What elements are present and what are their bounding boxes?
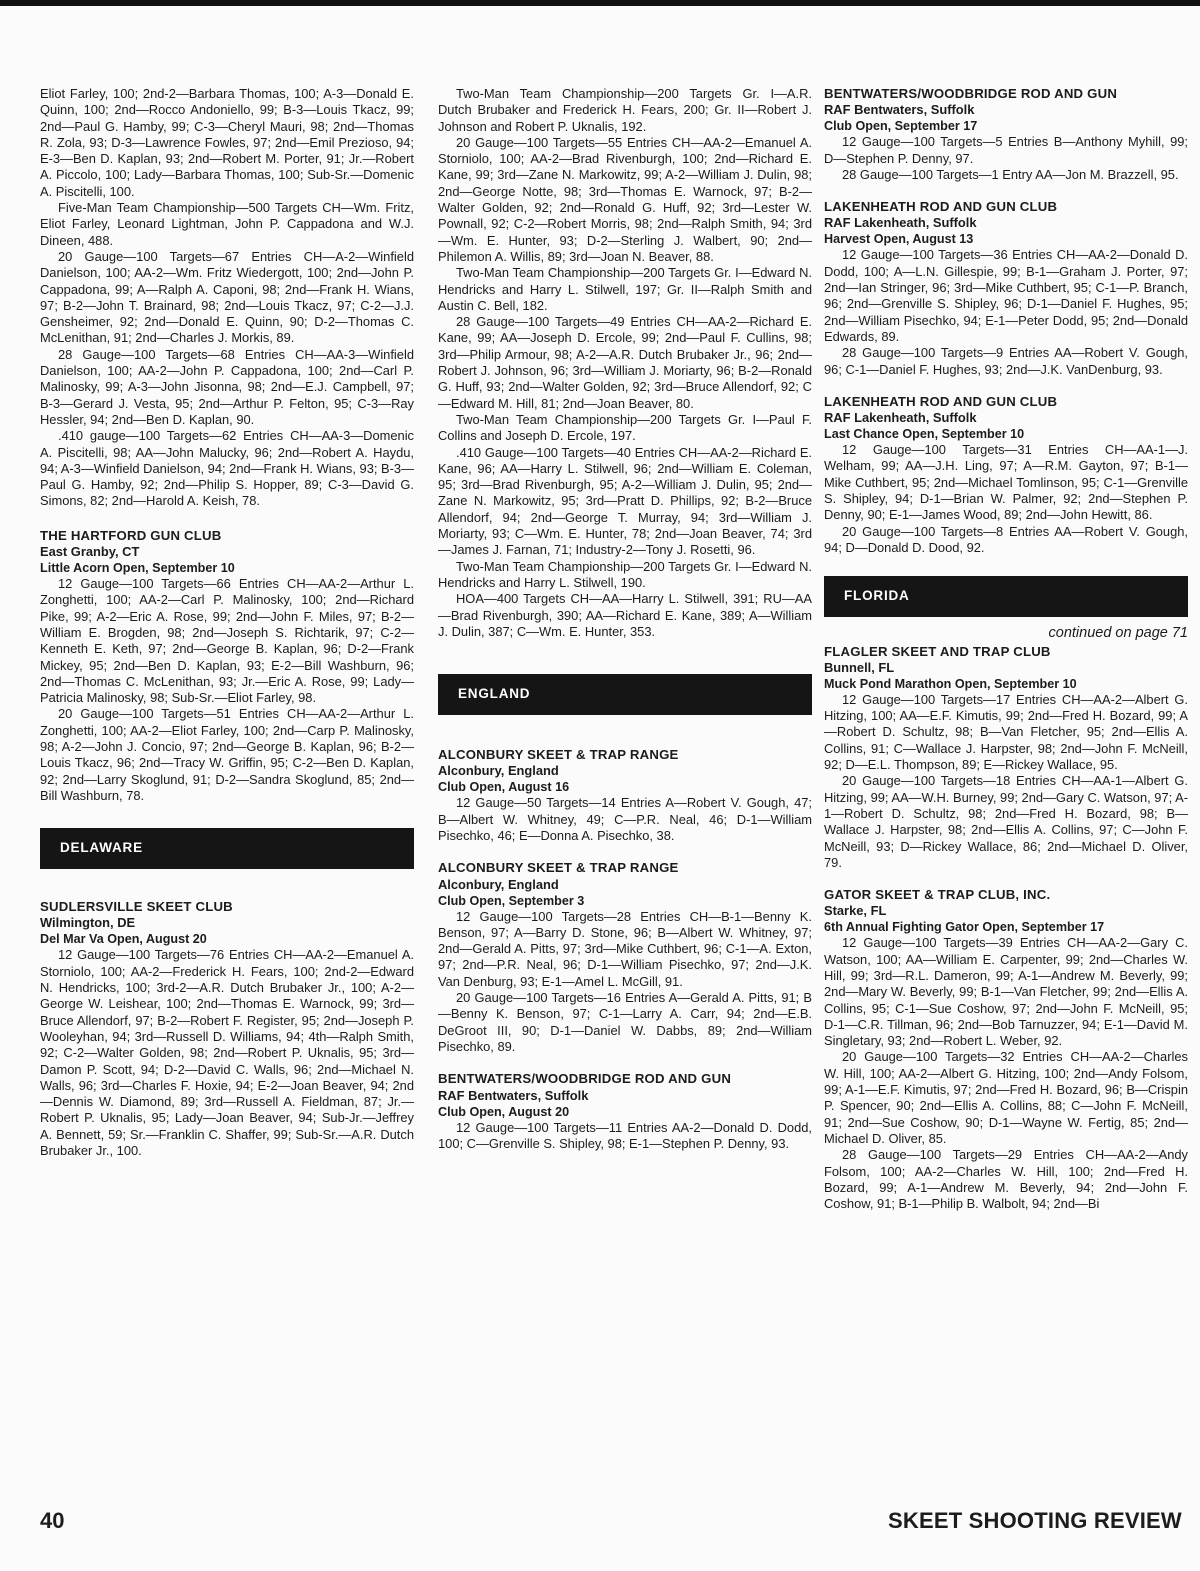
- club-section: [824, 86, 1188, 183]
- event-title: Little Acorn Open, September 10: [40, 561, 235, 576]
- state-banner-delaware: DELAWARE: [40, 828, 414, 869]
- club-name: BENTWATERS/WOODBRIDGE ROD AND GUN: [438, 1071, 732, 1087]
- club-name: GATOR SKEET & TRAP CLUB, INC.: [824, 887, 1051, 903]
- results-paragraph: 28 Gauge—100 Targets—1 Entry AA—Jon M. Brazzell, 95.: [842, 166, 1179, 182]
- club-name: BENTWATERS/WOODBRIDGE ROD AND GUN: [824, 86, 1118, 101]
- results-paragraph: 20 Gauge—100 Targets—18 Entries CH—AA-1—Albert G. Hitzing, 99; AA—W.H. Burney, 99; 2nd—Gary C. Watson, 97; A-1—Robert D. Schultz, 98; 2nd—Fred H. Bozard, 98; B—Wallace J. Harpster, 98; 2nd—Ellis A. Collins, 97; C—John F. McNeill, 93; D—Rickey Wallace, 86; 2nd—Michael D. Oliver, 79.: [824, 773, 1188, 870]
- club-location: Alconbury, England: [438, 876, 559, 892]
- results-paragraph: 20 Gauge—100 Targets—67 Entries CH—A-2—Winfield Danielson, 100; AA-2—Wm. Fritz Wiedergott, 100; 2nd—John P. Cappadona, 99; A—Ralph A. Caponi, 98; 2nd—Frank H. Wians, 97; B-2—John T. Brainard, 98; 2nd—Louis Tkacz, 97; C-2—J.J. Gensheimer, 92; 2nd—Donald E. Quinn, 90; D-2—Thomas C. McLenithan, 91; 2nd—Charles J. Morkis, 89.: [40, 248, 414, 346]
- results-paragraph: 20 Gauge—100 Targets—51 Entries CH—AA-2—Arthur L. Zonghetti, 100; AA-2—Eliot Farley, 100; 2nd—Carp P. Malinosky, 98; A-2—John J. Concio, 97; 2nd—George B. Kaplan, 96; B-2—Louis Tkacz, 96; 2nd—Tracy W. Griffin, 95; C-2—Ben D. Kaplan, 92; 2nd—Larry Skoglund, 91; D-2—Sandra Skoglund, 85; 2nd—Bill Washburn, 78.: [40, 706, 414, 803]
- club-section: [824, 394, 1188, 556]
- club-location: Starke, FL: [824, 903, 887, 919]
- results-paragraph: 12 Gauge—100 Targets—17 Entries CH—AA-2—Albert G. Hitzing, 100; AA—E.F. Kimutis, 99; 2nd—Fred H. Bozard, 99; A—Robert D. Schultz, 98; B—Van Fletcher, 95; 2nd—Ellis A. Collins, 91; C—Wallace J. Harpster, 98; 2nd—John F. McNeill, 92; D—E.L. Thompson, 89; E—Rickey Wallace, 95.: [824, 691, 1188, 773]
- event-title: Club Open, September 3: [438, 893, 585, 908]
- club-name: SUDLERSVILLE SKEET CLUB: [40, 899, 233, 915]
- results-paragraph: 20 Gauge—100 Targets—8 Entries AA—Robert V. Gough, 94; D—Donald D. Dood, 92.: [824, 523, 1188, 555]
- results-paragraph: Two-Man Team Championship—200 Targets Gr. I—Edward N. Hendricks and Harry L. Stilwell, 197; Gr. II—Ralph Smith and Austin C. Bell, 182.: [438, 265, 812, 313]
- state-banner-wrap: [40, 828, 414, 869]
- state-banner-wrap: [824, 576, 1188, 617]
- results-paragraph: 20 Gauge—100 Targets—55 Entries CH—AA-2—Emanuel A. Storniolo, 100; AA-2—Brad Rivenburgh, 100; 2nd—Richard E. Kane, 99; 3rd—Zane N. Markowitz, 99; A-2—William J. Dulin, 98; 2nd—George Notte, 98; 3rd—Thomas E. Warnock, 97; B-2—Walter Golden, 92; 2nd—Ronald G. Huff, 92; 3rd—Lester W. Pownall, 92; C-2—Robert Morris, 98; 2nd—Ralph Smith, 94; 3rd—Wm. E. Hunter, 93; D-2—Sterling J. Walbert, 90; 2nd—Philemon A. Willis, 89; 3rd—Joan N. Beaver, 88.: [438, 134, 812, 264]
- results-paragraph: Two-Man Team Championship—200 Targets Gr. I—Paul F. Collins and Joseph D. Ercole, 197.: [438, 411, 812, 444]
- event-title: 6th Annual Fighting Gator Open, September 17: [824, 920, 1105, 935]
- event-title: Club Open, August 16: [438, 780, 570, 795]
- results-paragraph: 12 Gauge—100 Targets—36 Entries CH—AA-2—Donald D. Dodd, 100; A—L.N. Gillespie, 99; B-1—Graham J. Porter, 97; 2nd—Ian Stringer, 96; 3rd—Mike Cuthbert, 95; C-1—P. Branch, 96; 2nd—Grenville S. Shipley, 96; D-1—Daniel F. Hughes, 95; 2nd—William Pisechko, 94; E-1—Peter Dodd, 95; 2nd—Donald Edwards, 89.: [824, 247, 1188, 344]
- column-middle: [438, 86, 812, 1152]
- club-section: [438, 1071, 812, 1152]
- state-banner-england: ENGLAND: [438, 674, 812, 715]
- club-location: Alconbury, England: [438, 763, 559, 779]
- results-paragraph: Two-Man Team Championship—200 Targets Gr. I—Edward N. Hendricks and Harry L. Stilwell, 190.: [438, 558, 812, 590]
- club-section: [40, 899, 414, 1159]
- club-section: [824, 887, 1188, 1212]
- event-title: Club Open, August 20: [438, 1104, 570, 1119]
- club-section: [824, 199, 1188, 378]
- club-location: RAF Lakenheath, Suffolk: [824, 410, 977, 426]
- magazine-title: SKEET SHOOTING REVIEW: [888, 1508, 1182, 1533]
- club-location: RAF Bentwaters, Suffolk: [438, 1087, 589, 1103]
- results-paragraph: 28 Gauge—100 Targets—9 Entries AA—Robert V. Gough, 96; C-1—Daniel F. Hughes, 93; 2nd—J.K. VanDenburg, 93.: [824, 345, 1188, 377]
- results-paragraph: Two-Man Team Championship—200 Targets Gr. I—A.R. Dutch Brubaker and Frederick H. Fears, 200; Gr. II—Robert J. Johnson and Robert P. Uknalis, 192.: [438, 86, 812, 134]
- continued-note: continued on page 71: [1048, 625, 1188, 642]
- club-section: [824, 644, 1188, 872]
- results-paragraph: 12 Gauge—100 Targets—31 Entries CH—AA-1—J. Welham, 99; AA—J.H. Ling, 97; A—R.M. Gayton, 97; B-1—Mike Cuthbert, 95; 2nd—Michael Tomlinson, 95; C-1—Grenville S. Shipley, 94; D-1—Brian W. Palmer, 92; 2nd—Stephen P. Denny, 90; E-1—James Wood, 89; 2nd—John Hewitt, 86.: [824, 442, 1188, 523]
- top-rule: [0, 0, 1200, 6]
- results-paragraph: 28 Gauge—100 Targets—49 Entries CH—AA-2—Richard E. Kane, 99; AA—Joseph D. Ercole, 99; 2nd—Paul F. Cullins, 98; 3rd—Philip Armour, 98; A-2—A.R. Dutch Brubaker Jr., 96; 2nd—Robert J. Johnson, 96; 3rd—William J. Moriarty, 96; B-2—Ronald G. Huff, 93; 2nd—Walter Golden, 92; 3rd—Bruce Allendorf, 92; C—Edward M. Hill, 81; 2nd—Joan Beaver, 80.: [438, 314, 812, 411]
- results-paragraph: 28 Gauge—100 Targets—29 Entries CH—AA-2—Andy Folsom, 100; AA-2—Charles W. Hill, 100; 2nd—Fred H. Bozard, 99; A-1—Andrew M. Beverly, 94; 2nd—John F. Coshow, 91; B-1—Philip B. Walbolt, 94; 2nd—Bi: [824, 1147, 1188, 1212]
- results-paragraph: 12 Gauge—100 Targets—66 Entries CH—AA-2—Arthur L. Zonghetti, 100; AA-2—Carl P. Malinosky, 100; 2nd—Richard Pike, 99; A-2—Eric A. Rose, 99; 2nd—John F. Miles, 97; B-2—William E. Brogden, 98; 2nd—Joseph S. Richtarik, 97; C-2—Kenneth E. Keth, 97; 2nd—George B. Kaplan, 96; D-2—Frank Mickey, 95; 2nd—Ben D. Kaplan, 93; E-2—Bill Washburn, 96; 2nd—Thomas C. McLenithan, 93; Jr.—Eric A. Rose, 99; Lady—Patricia Malinosky, 98; Sub-Sr.—Eliot Farley, 98.: [40, 576, 414, 706]
- results-paragraph: Eliot Farley, 100; 2nd-2—Barbara Thomas, 100; A-3—Donald E. Quinn, 100; 2nd—Rocco Andoniello, 99; B-3—Louis Tkacz, 99; 2nd—Paul G. Hamby, 99; C-3—Cheryl Mauri, 98; 2nd—Thomas R. Zola, 93; D-3—Lawrence Fowles, 97; 2nd—Emil Prezioso, 94; E-3—Ben D. Kaplan, 93; 2nd—Robert M. Porter, 91; Jr.—Robert A. Piccolo, 100; Lady—Barbara Thomas, 100; Sub-Sr.—Domenic A. Piscitelli, 100.: [40, 86, 414, 199]
- club-section: [438, 747, 812, 844]
- state-banner-florida: FLORIDA: [824, 576, 1188, 617]
- event-title: Club Open, September 17: [824, 119, 978, 134]
- club-location: RAF Bentwaters, Suffolk: [824, 102, 975, 118]
- results-paragraph: 12 Gauge—100 Targets—76 Entries CH—AA-2—Emanuel A. Storniolo, 100; AA-2—Frederick H. Fears, 100; 2nd-2—Edward N. Hendricks, 100; 3rd-2—A.R. Dutch Brubaker Jr., 100; A-2—George W. Leishear, 100; 2nd—Thomas E. Warnock, 99; 3rd—Bruce Allendorf, 97; B-2—Robert F. Register, 95; 2nd—Joseph P. Wooleyhan, 94; 3rd—Russell D. Williams, 94; 4th—Ralph Smith, 92; C-2—Walter Golden, 98; 2nd—Robert P. Uknalis, 95; 3rd—Damon P. Scott, 94; D-2—David C. Walls, 96; 2nd—Michael N. Walls, 96; 3rd—Charles F. Hoxie, 94; E-2—Joan Beaver, 94; 2nd—Dennis W. Diamond, 89; 3rd—Russell A. Fieldman, 87; Jr.—Robert P. Uknalis, 95; Lady—Joan Beaver, 94; Sub-Jr.—Jeffrey A. Bennett, 59; Sr.—Franklin C. Shaffer, 99; Sub-Sr.—A.R. Dutch Brubaker Jr., 100.: [40, 947, 414, 1159]
- club-name: LAKENHEATH ROD AND GUN CLUB: [824, 393, 1058, 409]
- results-paragraph: HOA—400 Targets CH—AA—Harry L. Stilwell, 391; RU—AA—Brad Rivenburgh, 390; AA—Richard E. Kane, 389; A—William J. Dulin, 387; C—Wm. E. Hunter, 353.: [438, 591, 812, 639]
- event-title: Muck Pond Marathon Open, September 10: [824, 676, 1077, 691]
- event-title: Harvest Open, August 13: [824, 232, 974, 247]
- column-left: [40, 86, 414, 1159]
- results-paragraph: 12 Gauge—100 Targets—28 Entries CH—B-1—Benny K. Benson, 97; A—Barry D. Stone, 96; B—Albert W. Whitney, 97; 2nd—Gerald A. Pitts, 97; 3rd—Mike Cuthbert, 96; C-1—A. Exton, 97; 2nd—P.R. Neal, 96; D-1—William Pisechko, 97; 2nd—J.K. Van Denburg, 93; E-1—Amel L. McGill, 91.: [438, 908, 812, 989]
- results-paragraph: 12 Gauge—100 Targets—5 Entries B—Anthony Myhill, 99; D—Stephen P. Denny, 97.: [824, 134, 1188, 166]
- club-location: RAF Lakenheath, Suffolk: [824, 215, 977, 231]
- results-paragraph: 20 Gauge—100 Targets—16 Entries A—Gerald A. Pitts, 91; B—Benny K. Benson, 97; C-1—Larry A. Carr, 94; 2nd—E.B. DeGroot III, 90; D-1—Daniel W. Dabbs, 89; 2nd—William Pisechko, 89.: [438, 990, 812, 1054]
- club-name: ALCONBURY SKEET & TRAP RANGE: [438, 860, 679, 876]
- club-name: LAKENHEATH ROD AND GUN CLUB: [824, 199, 1058, 215]
- results-paragraph: 12 Gauge—100 Targets—39 Entries CH—AA-2—Gary C. Watson, 100; AA—William E. Carpenter, 99; 2nd—Charles W. Hill, 99; 3rd—R.L. Dameron, 99; A-1—Andrew M. Beverly, 99; 2nd—Mary W. Beverly, 99; B-1—Van Fletcher, 99; 2nd—Ellis A. Collins, 95; C-1—Sue Coshow, 97; 2nd—John F. McNeill, 95; D-1—C.R. Tillman, 96; 2nd—Bob Tarnuzzer, 94; E-1—David M. Singletary, 93; 2nd—Robert L. Weber, 92.: [824, 935, 1188, 1049]
- club-location: Wilmington, DE: [40, 915, 136, 931]
- results-paragraph: 12 Gauge—50 Targets—14 Entries A—Robert V. Gough, 47; B—Albert W. Whitney, 49; C—P.R. Neal, 46; D-1—William Pisechko, 46; E—Donna A. Pisechko, 38.: [438, 795, 812, 843]
- results-paragraph: 20 Gauge—100 Targets—32 Entries CH—AA-2—Charles W. Hill, 100; AA-2—Albert G. Hitzing, 100; 2nd—Andy Folsom, 99; A-1—E.F. Kimutis, 97; 2nd—Fred H. Bozard, 96; B—Crispin P. Spencer, 90; 2nd—Ellis A. Collins, 88; C—John F. McNeill, 91; 2nd—Sue Coshow, 90; D-1—Wayne W. Fertig, 85; 2nd—Michael D. Oliver, 85.: [824, 1049, 1188, 1146]
- club-section: [438, 860, 812, 1055]
- results-paragraph: 28 Gauge—100 Targets—68 Entries CH—AA-3—Winfield Danielson, 100; AA-2—John P. Cappadona, 100; 2nd—Carl P. Malinosky, 99; A-3—John Jisonna, 98; 2nd—E.J. Campbell, 97; B-3—Gerard J. Vesta, 95; 2nd—Arthur P. Felton, 95; C-3—Ray Hessler, 94; 2nd—Ben D. Kaplan, 90.: [40, 346, 414, 427]
- event-title: Del Mar Va Open, August 20: [40, 932, 207, 947]
- club-location: East Granby, CT: [40, 544, 140, 560]
- club-name: THE HARTFORD GUN CLUB: [40, 527, 222, 543]
- club-section: [40, 528, 414, 804]
- results-paragraph: 12 Gauge—100 Targets—11 Entries AA-2—Donald D. Dodd, 100; C—Grenville S. Shipley, 98; E-1—Stephen P. Denny, 93.: [438, 1119, 812, 1151]
- results-paragraph: Five-Man Team Championship—500 Targets CH—Wm. Fritz, Eliot Farley, Leonard Lightman, John P. Cappadona and W.J. Dineen, 488.: [40, 200, 414, 248]
- club-location: Bunnell, FL: [824, 659, 895, 675]
- page-number: 40: [40, 1508, 65, 1533]
- club-name: ALCONBURY SKEET & TRAP RANGE: [438, 747, 679, 763]
- club-name: FLAGLER SKEET AND TRAP CLUB: [824, 643, 1051, 659]
- event-title: Last Chance Open, September 10: [824, 427, 1025, 442]
- results-paragraph: .410 gauge—100 Targets—62 Entries CH—AA-3—Domenic A. Piscitelli, 98; AA—John Malucky, 96; 2nd—Robert A. Haydu, 94; A-3—Winfield Danielson, 94; 2nd—Frank H. Wians, 93; B-3—Paul G. Hamby, 92; 2nd—Philip S. Hopper, 89; C-3—David G. Simons, 82; 2nd—Harold A. Keish, 78.: [40, 428, 414, 509]
- column-right: [824, 86, 1188, 1212]
- state-banner-wrap: [438, 674, 812, 715]
- results-paragraph: .410 Gauge—100 Targets—40 Entries CH—AA-2—Richard E. Kane, 96; AA—Harry L. Stilwell, 96; 2nd—William E. Coleman, 95; 3rd—Brad Rivenburgh, 95; A-2—William J. Dulin, 95; 2nd—Zane N. Markowitz, 95; 3rd—Pratt D. Phillips, 92; B-2—Bruce Allendorf, 94; 2nd—George T. Murray, 94; 3rd—William J. Moriarty, 93; C—Wm. E. Hunter, 78; 2nd—Joan Beaver, 74; 3rd—James J. Farnan, 71; Industry-2—Tony J. Rosetti, 96.: [438, 444, 812, 558]
